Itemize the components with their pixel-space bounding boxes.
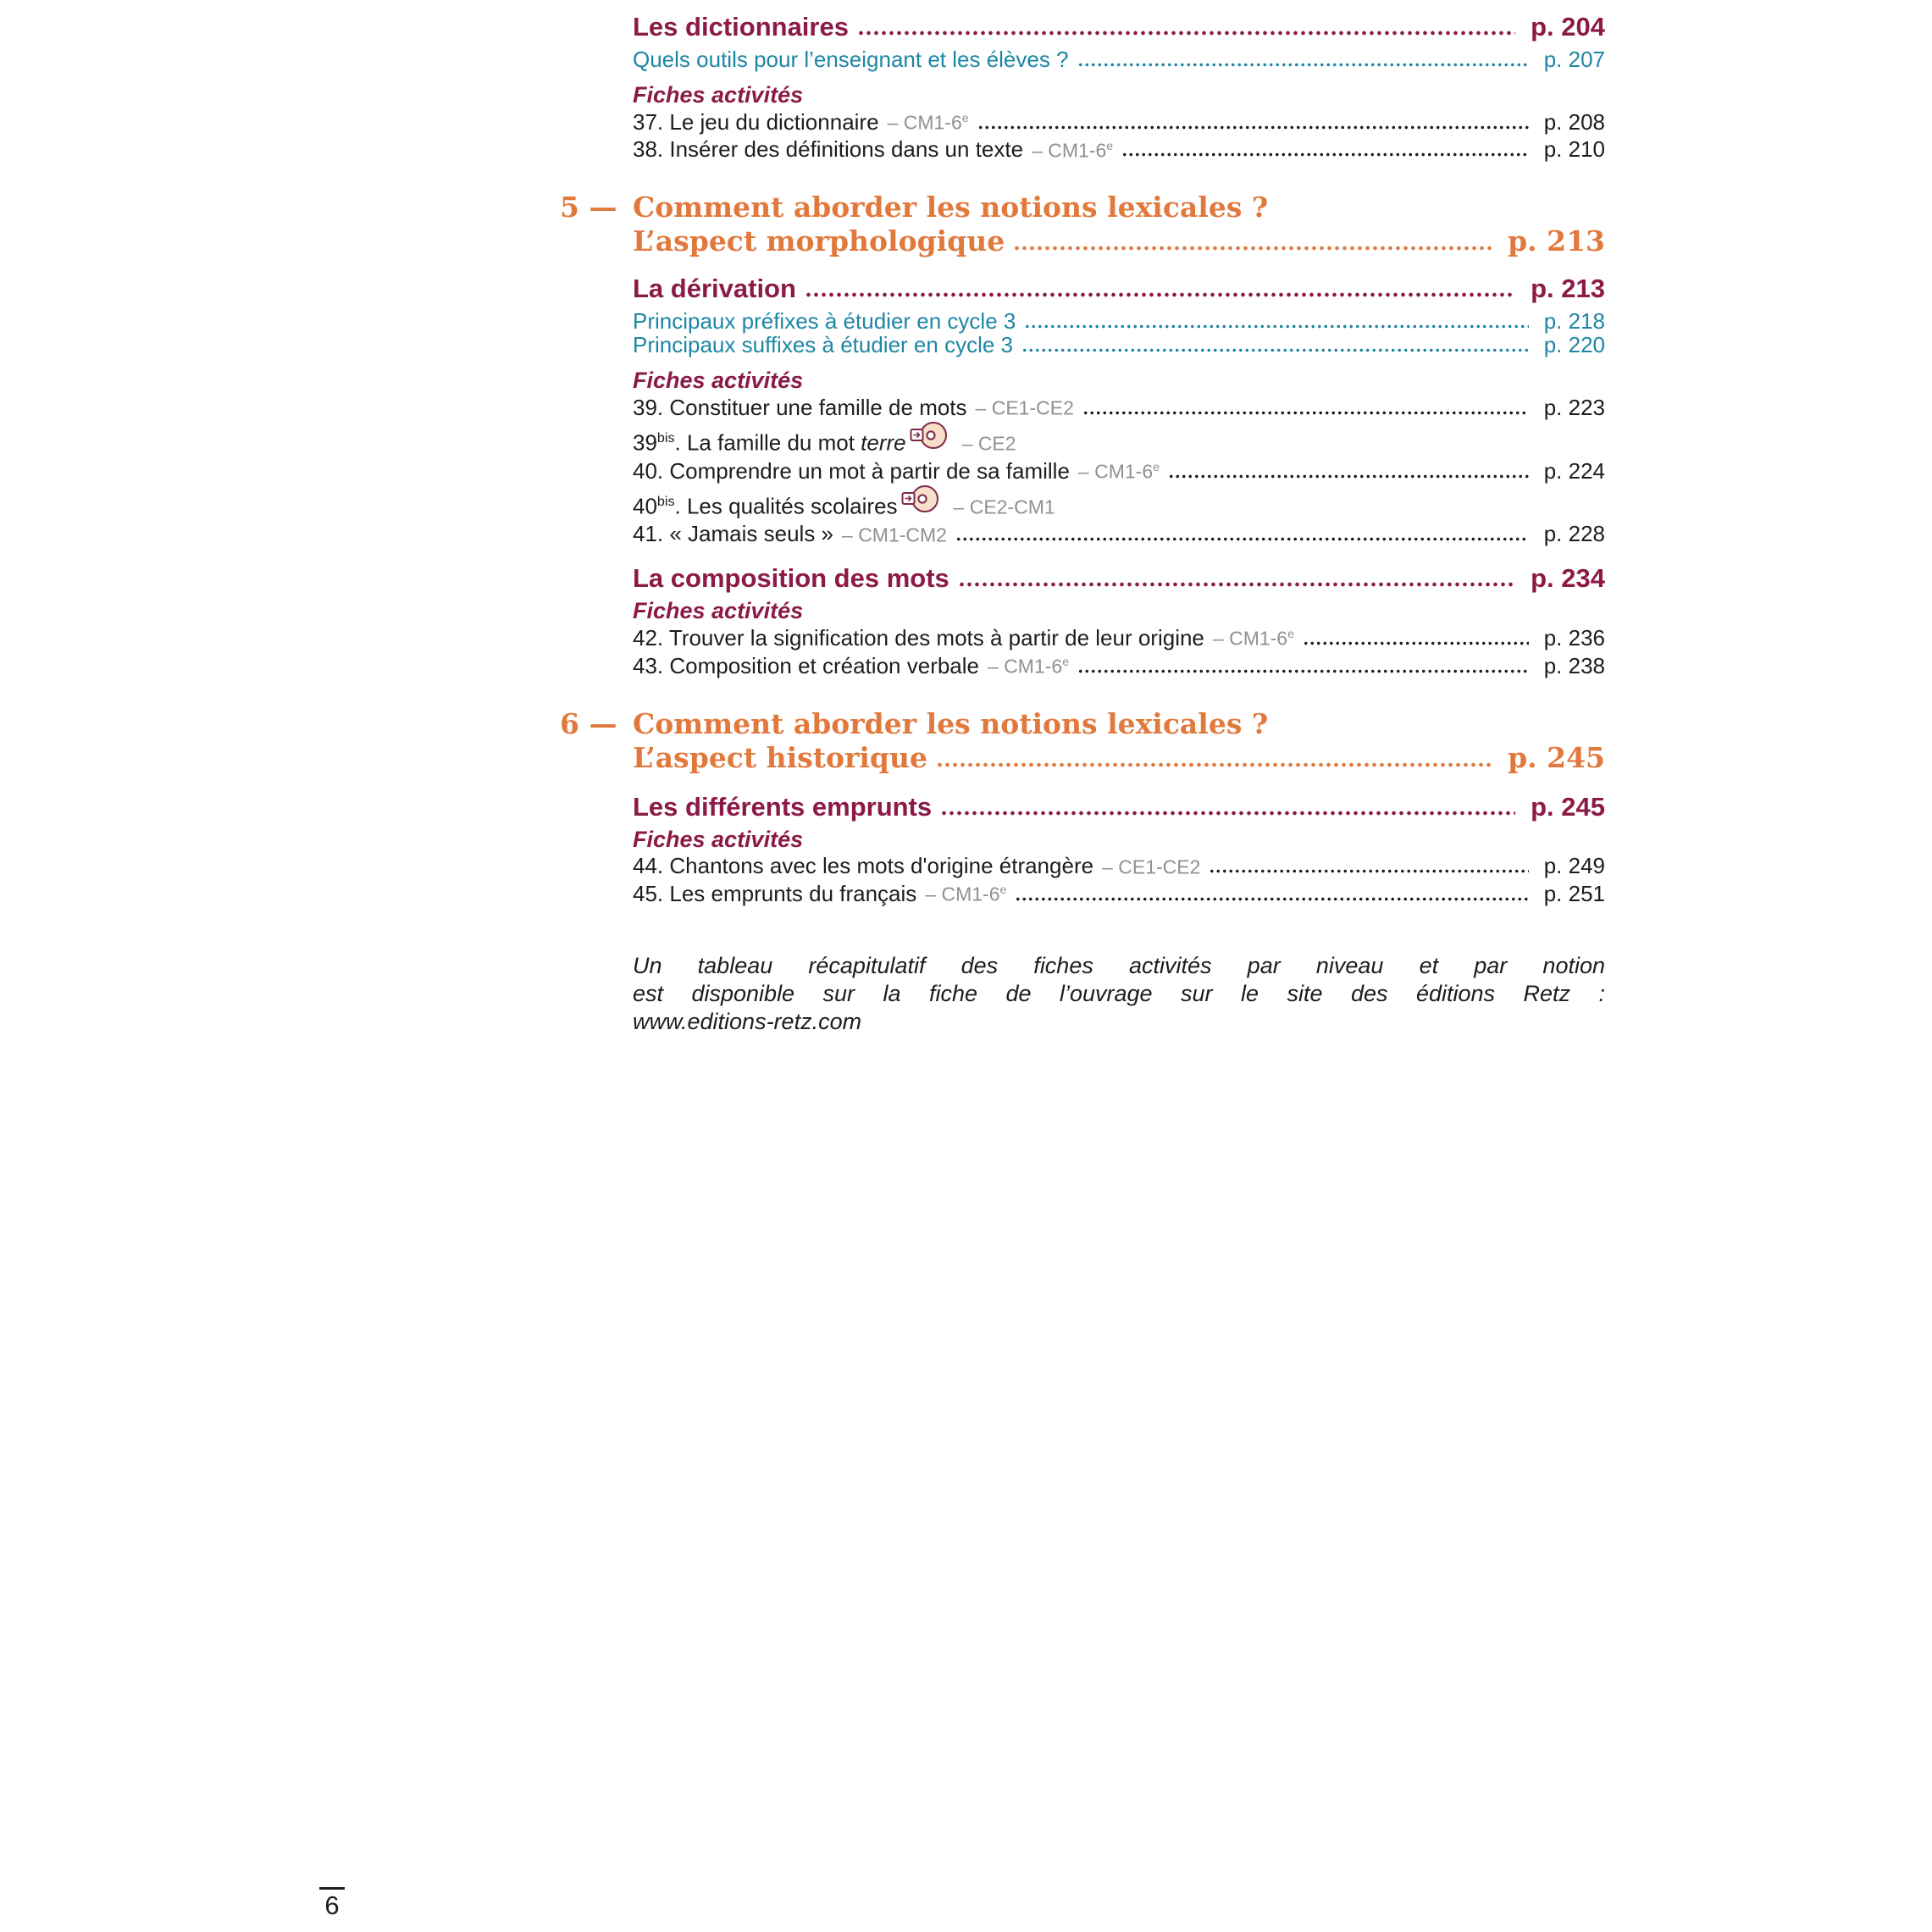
chapter-number: 6 — (560, 706, 617, 740)
entry-label: La composition des mots (633, 563, 949, 594)
entry-label: 38. Insérer des définitions dans un texte (633, 136, 1024, 163)
toc-entry-item-38 (633, 135, 1605, 163)
page-ref: p. 204 (1531, 12, 1605, 42)
entry-label: Quels outils pour l’enseignant et les élèves ? (633, 47, 1069, 72)
page-ref: p. 238 (1543, 652, 1605, 678)
toc-entry-item-37 (633, 107, 1605, 135)
entry-label: 40. Comprendre un mot à partir de sa famille (633, 457, 1070, 484)
page-ref: p. 208 (1543, 108, 1605, 135)
toc-entry-item-44 (633, 851, 1605, 879)
dot-leader (977, 125, 1529, 130)
grade-badge: – CM1-6e (988, 655, 1070, 678)
toc-entry-item-39bis (633, 420, 1605, 456)
dot-leader (1077, 63, 1529, 67)
entry-label: 39. Constituer une famille de mots (633, 394, 967, 420)
grade-badge: – CM1-6e (887, 111, 969, 134)
dot-leader (1121, 152, 1528, 157)
page-ref: p. 213 (1508, 224, 1605, 258)
dot-leader (958, 582, 1515, 587)
page-ref: p. 251 (1543, 880, 1605, 906)
page-ref: p. 213 (1531, 274, 1605, 304)
dot-leader (955, 537, 1529, 541)
dot-leader (1021, 348, 1529, 352)
dot-leader (1077, 669, 1529, 673)
dot-leader (1024, 324, 1528, 329)
note-url: www.editions-retz.com (633, 1008, 862, 1034)
grade-badge: – CM1-6e (1212, 627, 1295, 650)
dot-leader (1168, 474, 1529, 479)
chapter-number: 5 — (560, 191, 617, 224)
cd-icon (901, 484, 940, 514)
note-line: est disponible sur la fiche de l’ouvrage sur le site des éditions Retz : (633, 980, 1605, 1006)
page-ref: p. 223 (1543, 394, 1605, 420)
toc-entry-item-45 (633, 878, 1605, 906)
toc-entry-quels-outils (633, 47, 1605, 71)
entry-label: 41. « Jamais seuls » (633, 521, 834, 547)
page-ref: p. 245 (1508, 740, 1605, 774)
entry-label: La dérivation (633, 274, 796, 304)
dot-leader (1082, 411, 1529, 415)
page-ref: p. 228 (1543, 521, 1605, 547)
page-footer (308, 1887, 356, 1920)
toc-entry-suffixes (633, 333, 1605, 357)
dot-leader (857, 30, 1515, 36)
grade-badge: – CM1-6e (1077, 460, 1160, 483)
entry-label: $39^{bis}$. La famille du mot terre (633, 429, 906, 456)
entry-label: 44. Chantons avec les mots d'origine étrangère (633, 853, 1094, 879)
dot-leader (805, 292, 1515, 297)
chapter-title-line1: Comment aborder les notions lexicales ? (633, 706, 1269, 740)
note-paragraph (633, 952, 1605, 1036)
cd-icon (910, 420, 949, 451)
page-ref: p. 207 (1543, 47, 1605, 72)
page-ref: p. 210 (1543, 136, 1605, 163)
chapter-title-line2: L’aspect historique p. 245 (633, 740, 1605, 774)
grade-badge: – CE1-CE2 (975, 396, 1074, 419)
footer-rule (319, 1887, 345, 1890)
chapter-title-line1: Comment aborder les notions lexicales ? (633, 191, 1269, 224)
entry-label: $40^{bis}$. Les qualités scolaires (633, 493, 898, 519)
grade-badge: – CE2 (961, 432, 1016, 455)
entry-label: Principaux préfixes à étudier en cycle 3 (633, 308, 1016, 335)
grade-badge: – CM1-CM2 (842, 523, 947, 546)
toc-entry-item-40bis (633, 484, 1605, 519)
toc-entry-item-40 (633, 456, 1605, 484)
page-ref: p. 218 (1543, 308, 1605, 335)
toc-entry-prefixes (633, 309, 1605, 333)
dot-leader (936, 762, 1492, 767)
dot-leader (1015, 897, 1528, 901)
toc-entry-item-43 (633, 650, 1605, 678)
grade-badge: – CM1-6e (925, 883, 1007, 905)
toc-entry-emprunts (633, 792, 1605, 822)
dot-leader (1209, 869, 1528, 873)
dot-leader (940, 811, 1515, 816)
page-ref: p. 224 (1543, 457, 1605, 484)
dot-leader (1303, 641, 1529, 645)
table-of-contents (560, 12, 1605, 1036)
chapter-6-heading (560, 706, 1605, 775)
grade-badge: – CE2-CM1 (953, 495, 1055, 518)
page-ref: p. 236 (1543, 624, 1605, 650)
toc-entry-derivation (633, 274, 1605, 304)
fiches-activites-heading: Fiches activités (633, 368, 804, 394)
note-line: Un tableau récapitulatif des fiches activités par niveau et par notion (633, 952, 1605, 978)
page-ref: p. 234 (1531, 563, 1605, 594)
chapter-title-line2: L’aspect morphologique p. 213 (633, 224, 1605, 258)
grade-badge: – CM1-6e (1032, 139, 1114, 162)
toc-entry-item-39 (633, 392, 1605, 420)
toc-entry-item-41 (633, 519, 1605, 547)
toc-entry-item-42 (633, 623, 1605, 650)
entry-label: 37. Le jeu du dictionnaire (633, 108, 879, 135)
entry-label: Les différents emprunts (633, 791, 933, 822)
toc-entry-dictionnaires (633, 12, 1605, 42)
chapter-5-heading (560, 191, 1605, 258)
entry-label: 42. Trouver la signification des mots à partir de leur origine (633, 624, 1204, 650)
page-number: 6 (324, 1890, 340, 1920)
entry-label: 45. Les emprunts du français (633, 880, 917, 906)
fiches-activites-heading: Fiches activités (633, 598, 804, 624)
page-ref: p. 245 (1531, 791, 1605, 822)
entry-label: 43. Composition et création verbale (633, 652, 980, 678)
fiches-activites-heading: Fiches activités (633, 826, 804, 852)
page-ref: p. 249 (1543, 853, 1605, 879)
fiches-activites-heading: Fiches activités (633, 82, 804, 108)
page-ref: p. 220 (1543, 332, 1605, 358)
grade-badge: – CE1-CE2 (1102, 855, 1201, 878)
entry-label: Principaux suffixes à étudier en cycle 3 (633, 332, 1013, 358)
entry-label: Les dictionnaires (633, 12, 849, 42)
toc-entry-composition (633, 563, 1605, 594)
dot-leader (1013, 246, 1492, 251)
